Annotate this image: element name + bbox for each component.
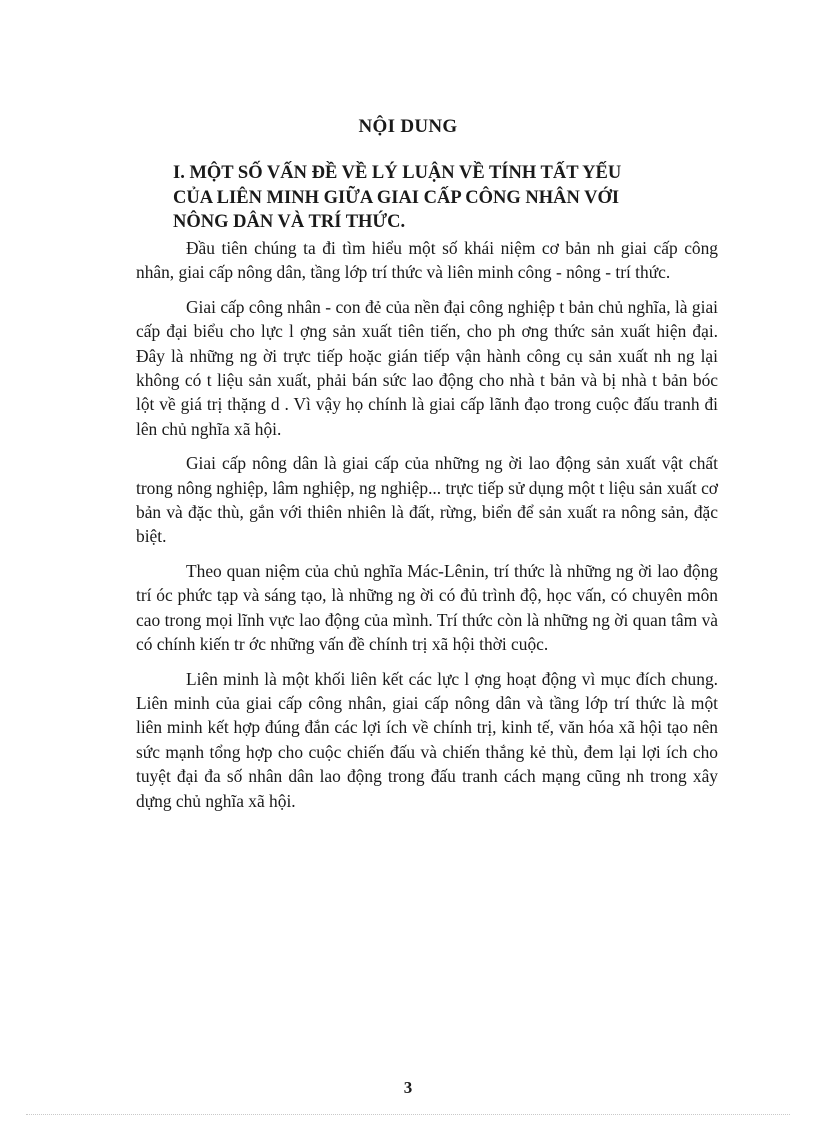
paragraph-alliance: Liên minh là một khối liên kết các lực l ợng hoạt động vì mục đích chung. Liên minh của giai cấp công nhân, giai cấp nông dân và tầng lớp trí thức là một liên minh kết hợp đúng đắn các lợi ích về chính trị, kinh tế, văn hóa xã hội tạo nên sức mạnh tổng hợp cho cuộc chiến đấu và chiến thắng kẻ thù, đem lại lợi ích cho tuyệt đại đa số nhân dân lao động trong đấu tranh cách mạng cũng nh trong xây dựng chủ nghĩa xã hội. <box>136 668 718 811</box>
paragraph-peasant-class: Giai cấp nông dân là giai cấp của những ng ời lao động sản xuất vật chất trong nông nghiệp, lâm nghiệp, ng nghiệp... trực tiếp sử dụng một t liệu sản xuất cơ bản và đặc thù, gắn với thiên nhiên là đất, rừng, biển để sản xuất ra nông sản, đặc biệt. <box>136 453 718 547</box>
paragraph-working-class: Giai cấp công nhân - con đẻ của nền đại công nghiệp t bản chủ nghĩa, là giai cấp đại biểu cho lực l ợng sản xuất tiên tiến, cho ph ơng thức sản xuất hiện đại. Đây là những ng ời trực tiếp hoặc gián tiếp vận hành công cụ sản xuất nh ng lại không có t liệu sản xuất, phải bán sức lao động cho nhà t bản và bị nhà t bản bóc lột về giá trị thặng d . Vì vậy họ chính là giai cấp lãnh đạo trong cuộc đấu tranh đi lên chủ nghĩa xã hội. <box>136 296 718 439</box>
page-number: 3 <box>403 1078 413 1097</box>
paragraph-intellectuals: Theo quan niệm của chủ nghĩa Mác-Lênin, trí thức là những ng ời lao động trí óc phức tạp và sáng tạo, là những ng ời có đủ trình độ, học vấn, có chuyên môn cao trong mọi lĩnh vực lao động của mình. Trí thức còn là những ng ời quan tâm và có chính kiến tr ớc những vấn đề chính trị xã hội thời cuộc. <box>136 560 718 655</box>
paragraph-intro: Đầu tiên chúng ta đi tìm hiểu một số khái niệm cơ bản nh giai cấp công nhân, giai cấp nông dân, tầng lớp trí thức và liên minh công - nông - trí thức. <box>136 238 718 283</box>
page-title: NỘI DUNG <box>358 116 458 137</box>
footer-divider <box>26 1114 790 1115</box>
section-heading: I. MỘT SỐ VẤN ĐỀ VỀ LÝ LUẬN VỀ TÍNH TẤT YẾU CỦA LIÊN MINH GIỮA GIAI CẤP CÔNG NHÂN VỚI NÔNG DÂN VÀ TRÍ THỨC. <box>173 163 622 232</box>
body-text <box>136 236 718 823</box>
